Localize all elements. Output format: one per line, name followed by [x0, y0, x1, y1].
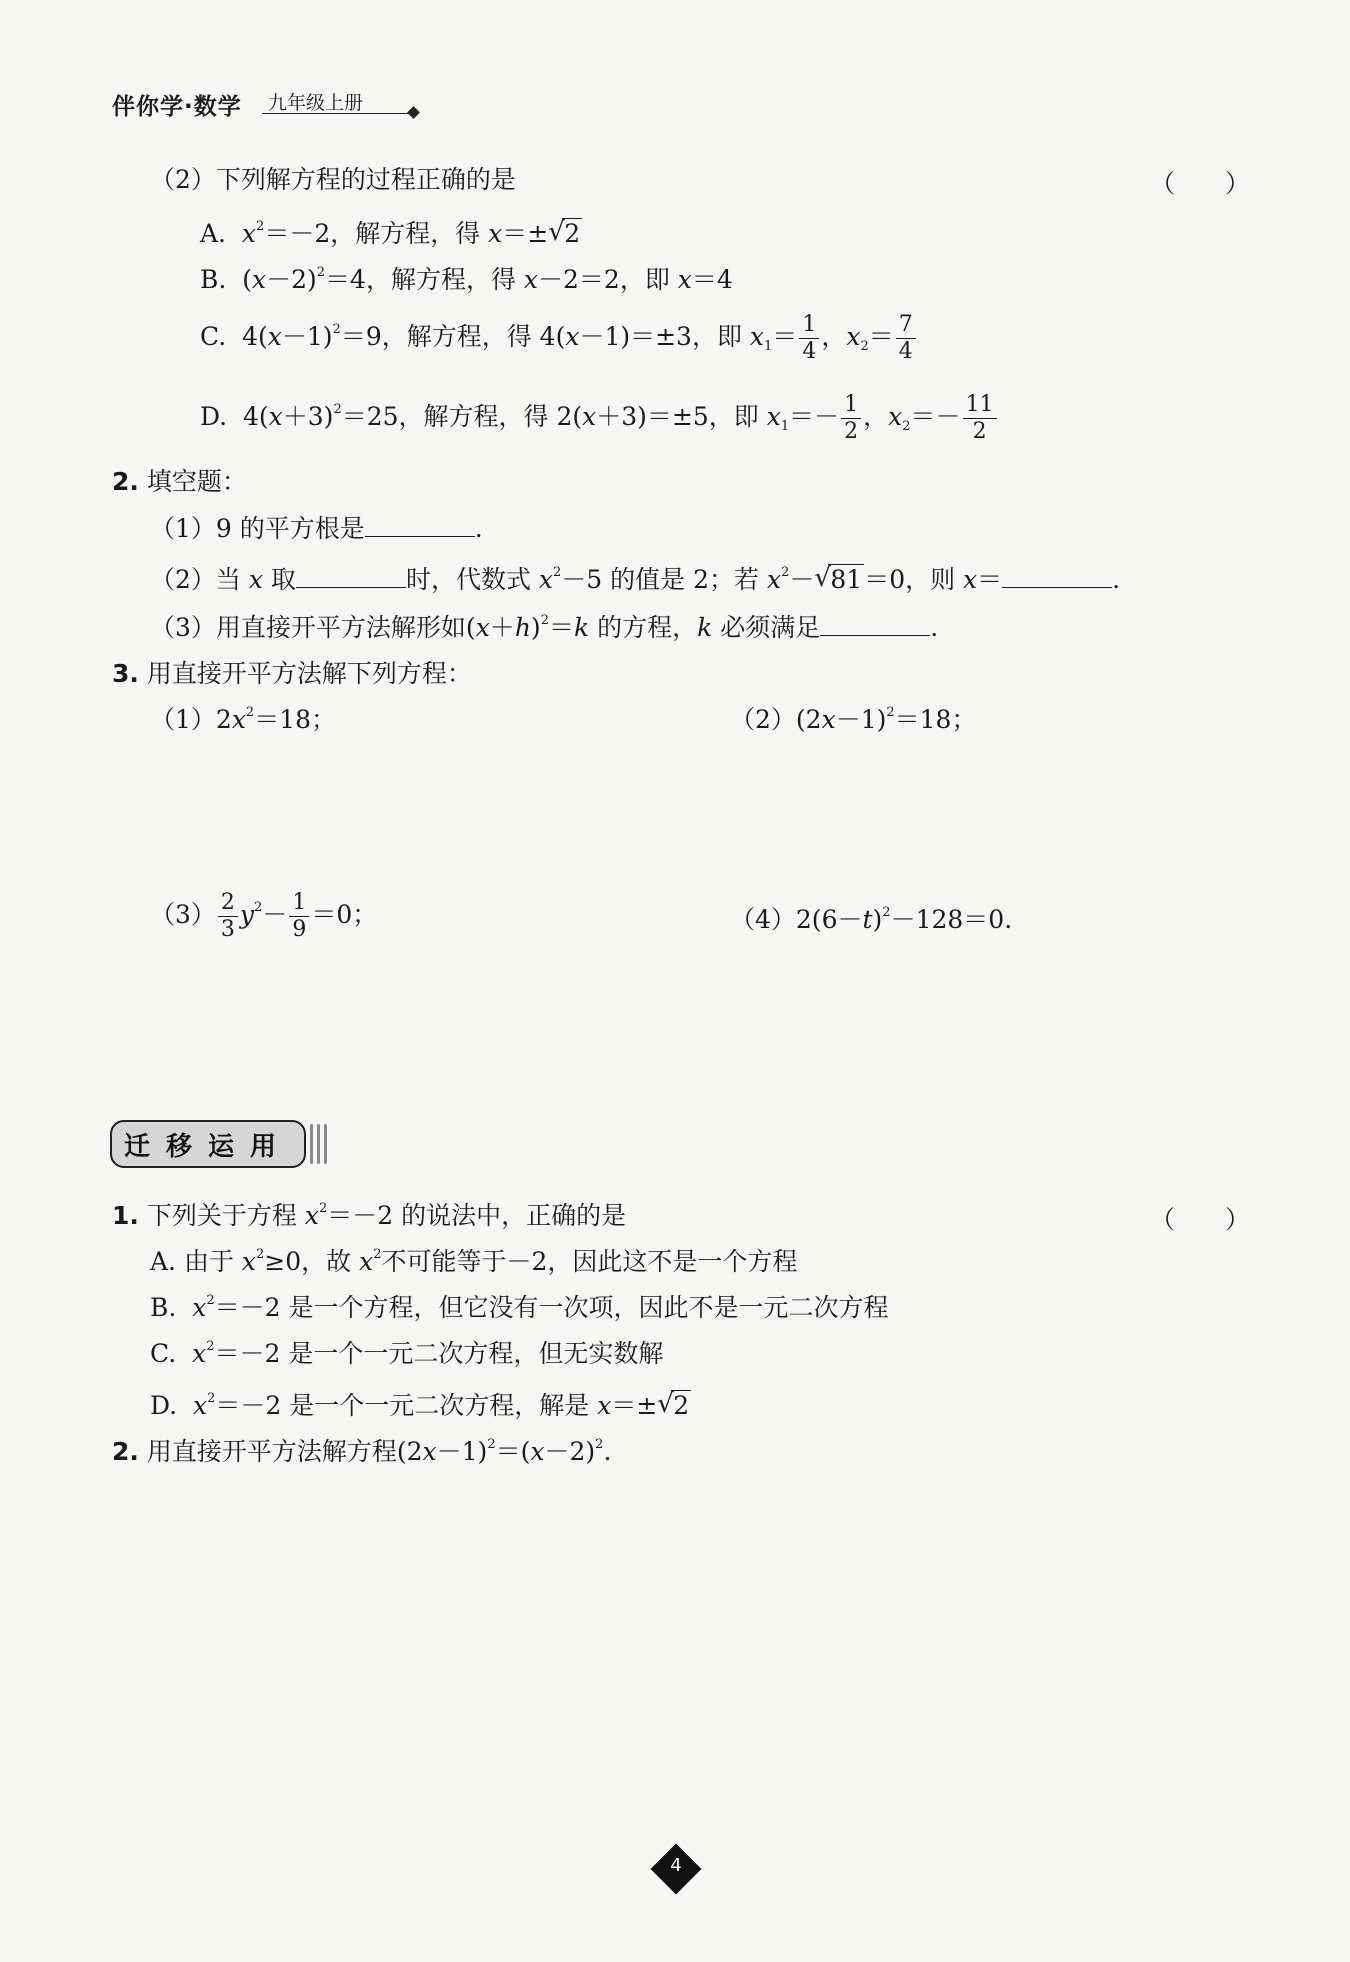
banner-stripe [310, 1124, 313, 1164]
answer-blank[interactable] [1002, 569, 1112, 588]
question-3-3: （3） $\frac{2}{3}$ $y^2-$ $\frac{1}{9}$ ＝0； [150, 890, 378, 942]
transfer-option-a: A. 由于 $x^2\ge 0$，故 $x^2$不可能等于－2，因此这不是一个方程 [150, 1247, 798, 1276]
option-c: C. $4(x-1)^2=9$，解方程，得 4(x－1)＝±3，即 $x_1=$ $\frac{1}{4}$ ，$x_2=$ $\frac{7}{4}$ [200, 312, 918, 365]
question-3 [112, 658, 472, 690]
option-label: C. [200, 322, 227, 351]
page-number: 4 [670, 1855, 682, 1876]
question-text: （3） [150, 900, 216, 929]
question-2-1: （1）9 的平方根是 . [150, 514, 483, 543]
question-text: （4） [730, 905, 796, 934]
question-text: 取 [270, 565, 296, 594]
sqrt-symbol: √ 2 [657, 1390, 691, 1422]
header-diamond-icon [407, 106, 420, 119]
question-2-2: （2）当 x 取 时，代数式 $x^2-5$ 的值是 2；若 $x^2-√$ 81＝0，则 x＝ . [150, 564, 1120, 596]
question-text: （1）9 的平方根是 [150, 514, 365, 543]
question-text: 的说法中，正确的是 [401, 1201, 627, 1230]
option-text: 不可能等于－2，因此这不是一个方程 [381, 1247, 798, 1276]
option-text: 是一个一元二次方程，但无实数解 [288, 1339, 664, 1368]
question-1-2-stem: （2）下列解方程的过程正确的是 [150, 165, 516, 194]
page-number-badge [650, 1843, 702, 1895]
question-text: （3）用直接开平方法解形如 [150, 613, 466, 642]
transfer-option-d: D. $x^2=-2$ 是一个一元二次方程，解是 x＝±√ 2 [150, 1390, 691, 1422]
question-text: 用直接开平方法解方程 [146, 1437, 397, 1466]
fraction: $\frac{1}{4}$ [799, 312, 819, 365]
option-label: A. [200, 219, 227, 248]
option-text: 是一个一元二次方程，解是 [289, 1391, 590, 1420]
grade-label: 九年级上册 [268, 92, 364, 114]
question-text: （2）当 [150, 565, 241, 594]
question-3-4: $(4)2(6-t)^2-128=0$. [730, 905, 1013, 934]
fraction: $\frac{1}{9}$ [289, 890, 309, 943]
banner-stripe [324, 1124, 327, 1164]
option-b: B. $(x-2)^2=4$，解方程，得 x－2＝2，即 x＝4 [200, 265, 733, 294]
book-title: 伴你学·数学 [112, 94, 242, 120]
question-number: 1. [112, 1201, 139, 1230]
question-text: （2） [730, 705, 796, 734]
answer-bracket: （ ） [1150, 169, 1251, 198]
fraction: $\frac{1}{2}$ [841, 392, 861, 445]
option-label: D. [200, 402, 228, 431]
option-text: 是一个方程，但它没有一次项，因此不是一元二次方程 [288, 1293, 889, 1322]
transfer-question-2: 2. 用直接开平方法解方程$(2x-1)^2=(x-2)^2$. [112, 1437, 612, 1466]
answer-blank[interactable] [365, 518, 475, 537]
option-text: ，故 [301, 1247, 352, 1276]
option-a: A. $x^2=-2$，解方程，得 x＝±√ 2 [200, 218, 582, 250]
answer-blank[interactable] [820, 617, 930, 636]
question-text: 的方程， [597, 613, 698, 642]
question-title: 用直接开平方法解下列方程： [146, 659, 472, 688]
banner-title: 迁移运用 [124, 1132, 293, 1162]
transfer-option-b: B. $x^2=-2$ 是一个方程，但它没有一次项，因此不是一元二次方程 [150, 1293, 889, 1322]
question-number: 2. [112, 1437, 139, 1466]
option-label: B. [200, 265, 227, 294]
sqrt-symbol: √ 81 [814, 564, 864, 596]
question-3-2: $(2)(2x-1)^2=18$； [730, 705, 977, 734]
question-number: 2. [112, 467, 139, 496]
question-text: （1） [150, 705, 216, 734]
transfer-option-c: C. $x^2=-2$ 是一个一元二次方程，但无实数解 [150, 1339, 664, 1368]
sqrt-symbol: √ 2 [548, 218, 582, 250]
fraction: $\frac{2}{3}$ [218, 890, 238, 943]
question-2 [112, 466, 247, 498]
question-text: 必须满足 [720, 613, 821, 642]
answer-bracket: （ ） [1150, 1205, 1251, 1234]
question-text: 时，代数式 [405, 565, 531, 594]
question-3-1: $(1)2x^2=18$； [150, 705, 337, 734]
section-banner [110, 1120, 330, 1170]
question-text: ＝0，则 [864, 565, 956, 594]
transfer-question-1: 1. 下列关于方程 $x^2=-2$ 的说法中，正确的是 [112, 1201, 627, 1230]
option-d: D. $4(x+3)^2=25$，解方程，得 2(x＋3)＝±5，即 $x_1=-$ $\frac{1}{2}$ ，$x_2=-$ $\frac{11}{2}$ [200, 392, 999, 445]
fraction: $\frac{7}{4}$ [896, 312, 916, 365]
question-text: 下列关于方程 [146, 1201, 297, 1230]
header-rule [262, 113, 412, 114]
answer-blank[interactable] [296, 569, 406, 588]
question-text: 的值是 2；若 [610, 565, 760, 594]
option-text: A. 由于 [150, 1247, 234, 1276]
question-title: 填空题： [146, 467, 247, 496]
question-number: 3. [112, 659, 139, 688]
banner-stripe [317, 1124, 320, 1164]
question-2-3: （3）用直接开平方法解形如$(x+h)^2=k$ 的方程，k 必须满足 . [150, 613, 939, 642]
fraction: $\frac{11}{2}$ [963, 392, 997, 445]
